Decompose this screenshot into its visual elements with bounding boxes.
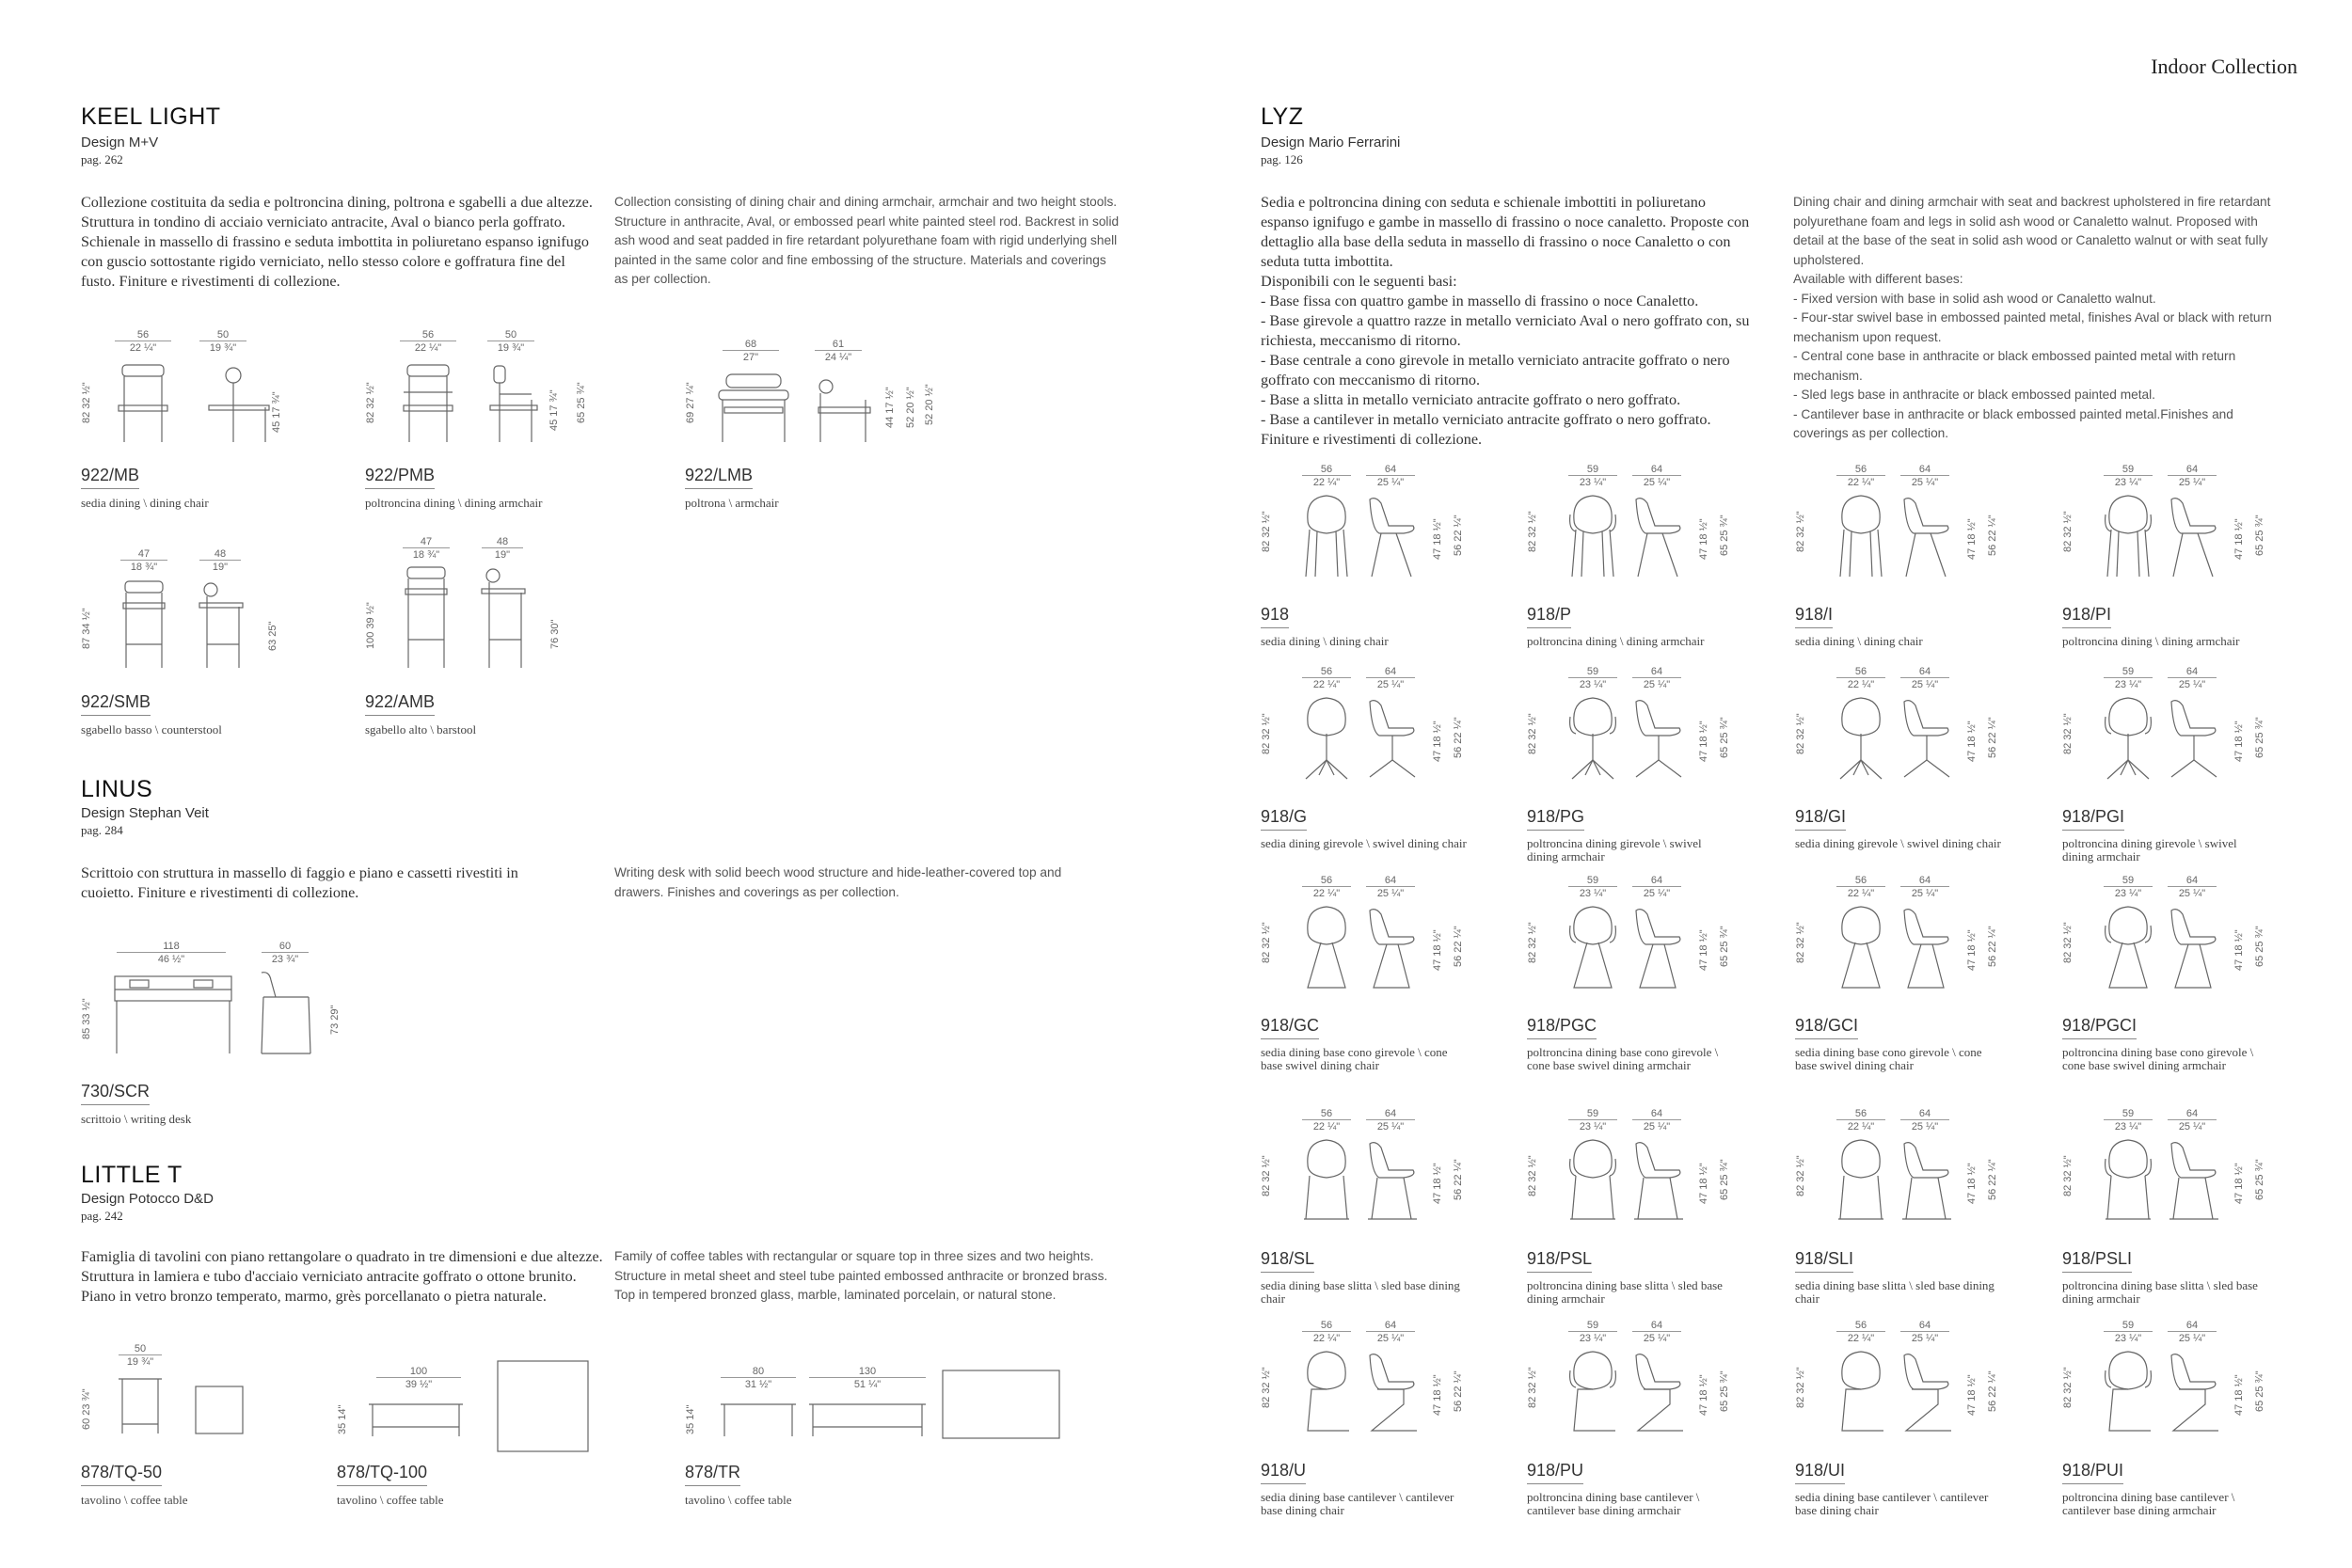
- product-code: 918/PU: [1527, 1461, 1583, 1484]
- dim-depth: 48 19": [199, 548, 241, 573]
- dim-height: 35 14": [337, 1404, 348, 1434]
- dim-width: 59 23 ¼": [2104, 1320, 2153, 1344]
- lyz-chair-drawing: [1833, 903, 1964, 992]
- product-desc: poltroncina dining base slitta \ sled base dining armchair: [2062, 1278, 2258, 1306]
- dim-arm-height: 65 25 ¾": [1719, 926, 1730, 967]
- product-code: 922/AMB: [365, 692, 435, 716]
- dim-depth: 50 19 ¾": [199, 329, 246, 354]
- dim-height: 82 32 ½": [2062, 922, 2074, 963]
- lyz-designer: Design Mario Ferrarini: [1261, 135, 1401, 150]
- keel-barstool-drawing: [403, 564, 534, 673]
- product-code: 918/G: [1261, 807, 1307, 831]
- product-code: 918/I: [1795, 605, 1833, 628]
- keel-dining-chair-drawing: [115, 362, 284, 447]
- dim-seat-height: 45 17 ¾": [548, 389, 560, 431]
- lyz-chair-drawing: [2100, 1136, 2232, 1226]
- dim-width: 56 22 ¼": [1836, 875, 1885, 899]
- dim-width: 56 22 ¼": [400, 329, 456, 354]
- dim-depth: 64 25 ¼": [2168, 464, 2217, 488]
- dim-height: 82 32 ½": [365, 382, 376, 423]
- product-code: 918/PGI: [2062, 807, 2124, 831]
- dim-seat-height: 47 18 ½": [1432, 929, 1443, 971]
- dim-height: 60 23 ¾": [81, 1388, 92, 1430]
- product-desc: sedia dining base cantilever \ cantilever base dining chair: [1795, 1490, 1989, 1517]
- dim-height: 87 34 ½": [81, 608, 92, 649]
- dim-depth: 64 25 ¼": [1366, 1320, 1415, 1344]
- product-desc: poltrona \ armchair: [685, 496, 779, 510]
- dim-top-height: 73 29": [329, 1005, 341, 1035]
- dim-width: 59 23 ¼": [1568, 666, 1617, 690]
- dim-width: 68 27": [723, 339, 779, 363]
- product-code: 918/GC: [1261, 1016, 1319, 1039]
- dim-seat-height: 47 18 ½": [2233, 721, 2245, 762]
- dim-width: 118 46 ½": [117, 941, 226, 965]
- keel-armchair-drawing: [715, 372, 884, 447]
- dim-arm-height: 65 25 ¾": [1719, 515, 1730, 556]
- collection-title: Indoor Collection: [2151, 55, 2297, 78]
- dim-height: 82 32 ½": [1795, 922, 1806, 963]
- dim-depth: 64 25 ¼": [2168, 1108, 2217, 1132]
- dim-arm-height: 65 25 ¾": [1719, 1370, 1730, 1412]
- product-desc: poltroncina dining girevole \ swivel dining armchair: [2062, 836, 2237, 863]
- dim-height: 82 32 ½": [1527, 511, 1538, 552]
- lyz-chair-drawing: [1833, 1348, 1964, 1437]
- dim-depth: 64 25 ¼": [2168, 875, 2217, 899]
- dim-arm-height: 65 25 ¾": [1719, 717, 1730, 758]
- dim-seat-height: 47 18 ½": [1432, 1374, 1443, 1416]
- dim-height: 82 32 ½": [1527, 1367, 1538, 1408]
- dim-arm-height: 56 22 ¼": [1987, 926, 1998, 967]
- product-code: 878/TQ-100: [337, 1463, 427, 1486]
- dim-depth: 64 25 ¼": [2168, 1320, 2217, 1344]
- dim-seat-height: 47 18 ½": [1698, 1163, 1709, 1204]
- dim-width: 59 23 ¼": [1568, 464, 1617, 488]
- dim-height: 100 39 ½": [365, 602, 376, 649]
- lyz-page: pag. 126: [1261, 152, 1303, 166]
- dim-arm-height: 65 25 ¾": [2254, 515, 2265, 556]
- product-desc: poltroncina dining base cono girevole \ cone base swivel dining armchair: [1527, 1045, 1719, 1072]
- product-desc: sedia dining base cono girevole \ cone base swivel dining chair: [1795, 1045, 1982, 1072]
- linus-desk-drawing: [111, 969, 327, 1058]
- dim-height: 82 32 ½": [1527, 922, 1538, 963]
- dim-arm-height: 52 20 ½": [905, 387, 916, 428]
- product-desc: sedia dining base slitta \ sled base dining chair: [1795, 1278, 1994, 1306]
- dim-arm-height: 56 22 ¼": [1453, 717, 1464, 758]
- dim-arm-height: 56 22 ¼": [1453, 1159, 1464, 1200]
- lyz-chair-drawing: [1298, 903, 1430, 992]
- dim-arm-height: 65 25 ¾": [2254, 1159, 2265, 1200]
- product-code: 918/PG: [1527, 807, 1584, 831]
- dim-arm-height: 65 25 ¾": [1719, 1159, 1730, 1200]
- lyz-chair-drawing: [1833, 1136, 1964, 1226]
- lyz-chair-drawing: [2100, 1348, 2232, 1437]
- product-desc: sgabello alto \ barstool: [365, 722, 477, 736]
- little-title: LITTLE T: [81, 1162, 183, 1188]
- dim-height: 82 32 ½": [1795, 511, 1806, 552]
- dim-depth: 60 23 ¾": [262, 941, 309, 965]
- dim-width: 56 22 ¼": [1302, 464, 1351, 488]
- product-desc: sedia dining girevole \ swivel dining chair: [1261, 836, 1467, 850]
- product-code: 918/U: [1261, 1461, 1306, 1484]
- lyz-chair-drawing: [1298, 694, 1430, 784]
- product-desc: sedia dining base cantilever \ cantilever base dining chair: [1261, 1490, 1454, 1517]
- dim-width: 100 39 ½": [376, 1366, 461, 1390]
- dim-seat-height: 47 18 ½": [1698, 1374, 1709, 1416]
- dim-depth: 64 25 ¼": [1632, 1108, 1681, 1132]
- dim-depth: 61 24 ¼": [815, 339, 862, 363]
- product-desc: sedia dining base cono girevole \ cone base swivel dining chair: [1261, 1045, 1448, 1072]
- dim-arm-height: 65 25 ¾": [2254, 717, 2265, 758]
- dim-height: 82 32 ½": [1795, 1367, 1806, 1408]
- dim-seat-height: 44 17 ½": [884, 387, 896, 428]
- dim-height: 82 32 ½": [1795, 713, 1806, 754]
- little-designer: Design Potocco D&D: [81, 1191, 214, 1207]
- dim-width: 56 22 ¼": [1836, 464, 1885, 488]
- dim-width: 56 22 ¼": [1836, 666, 1885, 690]
- little-text-en: Family of coffee tables with rectangular or square top in three sizes and two heights. Structure in metal sheet and steel tube painted embossed anthracite or bronzed brass. Top in tempered bronzed glass, marble, laminated porcelain, or natural stone.: [614, 1249, 1108, 1302]
- dim-seat-height: 47 18 ½": [1432, 518, 1443, 560]
- dim-width: 59 23 ¼": [2104, 1108, 2153, 1132]
- product-desc: tavolino \ coffee table: [685, 1493, 792, 1507]
- product-code: 918/SLI: [1795, 1249, 1853, 1273]
- product-desc: poltroncina dining \ dining armchair: [2062, 634, 2240, 648]
- product-code: 918/UI: [1795, 1461, 1845, 1484]
- dim-depth: 50 19 ¾": [487, 329, 534, 354]
- product-desc: tavolino \ coffee table: [81, 1493, 188, 1507]
- dim-width: 56 22 ¼": [1836, 1108, 1885, 1132]
- lyz-chair-drawing: [1298, 1348, 1430, 1437]
- product-desc: poltroncina dining base slitta \ sled base dining armchair: [1527, 1278, 1723, 1306]
- product-code: 918/SL: [1261, 1249, 1314, 1273]
- product-desc: poltroncina dining base cantilever \ cantilever base dining armchair: [2062, 1490, 2235, 1517]
- dim-width: 56 22 ¼": [1302, 666, 1351, 690]
- dim-width: 56 22 ¼": [1302, 1320, 1351, 1344]
- coffee-table-50-drawing: [119, 1375, 250, 1441]
- lyz-chair-drawing: [1565, 694, 1696, 784]
- keel-title: KEEL LIGHT: [81, 103, 221, 130]
- dim-depth: 64 25 ¼": [1632, 875, 1681, 899]
- lyz-text-it: Sedia e poltroncina dining con seduta e schienale imbottiti in poliuretano espanso ignifugo e gambe in massello di frassino o noce canaletto. Proposte con dettaglio alla base della seduta in massello di frassino o noce Canaletto o con seduta tutta imbottita. Disponibili con le seguenti basi: - Base fissa con quattro gambe in massello di frassino o noce Canaletto. - Base girevole a quattro razze in metallo verniciato Aval o nero goffrato con, su richiesta, meccanismo di ritorno. - Base centrale a cono girevole in metallo verniciato antracite goffrato o nero goffrato con meccanismo di ritorno. - Base a slitta in metallo verniciato antracite goffrato o nero goffrato. - Base a cantilever in metallo verniciato antracite goffrato o nero goffrato. Finiture e rivestimenti di collezione.: [1261, 194, 1750, 448]
- dim-height: 85 33 ½": [81, 998, 92, 1039]
- product-code: 918/GCI: [1795, 1016, 1858, 1039]
- dim-depth: 64 25 ¼": [1900, 464, 1949, 488]
- dim-arm-height: 56 22 ¼": [1987, 717, 1998, 758]
- dim-depth: 48 19": [482, 536, 523, 561]
- linus-text-it: Scrittoio con struttura in massello di faggio e piano e cassetti rivestiti in cuoietto. Finiture e rivestimenti di collezione.: [81, 864, 518, 901]
- dim-height: 82 32 ½": [1261, 713, 1272, 754]
- dim-width: 56 22 ¼": [1836, 1320, 1885, 1344]
- dim-width: 56 22 ¼": [115, 329, 171, 354]
- dim-height: 82 32 ½": [2062, 511, 2074, 552]
- dim-width: 56 22 ¼": [1302, 1108, 1351, 1132]
- dim-seat-height: 45 17 ¾": [271, 391, 282, 433]
- lyz-chair-drawing: [2100, 492, 2232, 581]
- dim-height: 82 32 ½": [1795, 1155, 1806, 1196]
- dim-height: 82 32 ½": [2062, 713, 2074, 754]
- dim-height: 82 32 ½": [1261, 1155, 1272, 1196]
- lyz-chair-drawing: [1565, 1136, 1696, 1226]
- lyz-chair-drawing: [2100, 903, 2232, 992]
- dim-seat-height: 47 18 ½": [1432, 1163, 1443, 1204]
- dim-depth: 64 25 ¼": [1900, 875, 1949, 899]
- product-code: 918/PI: [2062, 605, 2111, 628]
- product-code: 918/PSLI: [2062, 1249, 2132, 1273]
- dim-height: 82 32 ½": [1527, 1155, 1538, 1196]
- product-desc: sedia dining base slitta \ sled base dining chair: [1261, 1278, 1460, 1306]
- product-desc: poltroncina dining \ dining armchair: [1527, 634, 1705, 648]
- product-code: 922/PMB: [365, 466, 435, 489]
- keel-text-en: Collection consisting of dining chair and dining armchair, armchair and two height stools. Structure in anthracite, Aval, or embossed pearl white painted steel rod. Backrest in solid ash wood and seat padded in fire retardant polyurethane foam with rigid underlying shell painted in the same color and fine embossing of the structure. Materials and coverings as per collection.: [614, 195, 1120, 286]
- product-code: 918: [1261, 605, 1289, 628]
- lyz-chair-drawing: [1833, 694, 1964, 784]
- dim-height: 82 32 ½": [1261, 511, 1272, 552]
- linus-text-en: Writing desk with solid beech wood structure and hide-leather-covered top and drawers. Finishes and coverings as per collection.: [614, 865, 1062, 899]
- lyz-chair-drawing: [1298, 492, 1430, 581]
- product-code: 918/PSL: [1527, 1249, 1592, 1273]
- little-page: pag. 242: [81, 1209, 123, 1223]
- dim-seat-height: 47 18 ½": [2233, 929, 2245, 971]
- product-code: 922/MB: [81, 466, 139, 489]
- dim-arm-height: 56 22 ¼": [1453, 515, 1464, 556]
- dim-width: 50 19 ¾": [119, 1343, 162, 1368]
- dim-depth: 64 25 ¼": [2168, 666, 2217, 690]
- linus-title: LINUS: [81, 776, 153, 802]
- dim-depth: 64 25 ¼": [1366, 875, 1415, 899]
- product-code: 730/SCR: [81, 1082, 150, 1105]
- dim-width: 47 18 ¾": [403, 536, 450, 561]
- product-code: 922/LMB: [685, 466, 753, 489]
- dim-arm-height: 56 22 ¼": [1987, 1159, 1998, 1200]
- dim-seat-height: 47 18 ½": [1698, 721, 1709, 762]
- dim-depth: 64 25 ¼": [1366, 1108, 1415, 1132]
- linus-page: pag. 284: [81, 823, 123, 837]
- dim-seat-height: 76 30": [549, 619, 561, 649]
- keel-dining-armchair-drawing: [400, 362, 569, 447]
- lyz-chair-drawing: [1565, 492, 1696, 581]
- dim-depth: 64 25 ¼": [1900, 1108, 1949, 1132]
- dim-seat-height: 63 25": [267, 621, 278, 651]
- product-desc: poltroncina dining base cono girevole \ cone base swivel dining armchair: [2062, 1045, 2254, 1072]
- dim-seat-height: 47 18 ½": [1698, 929, 1709, 971]
- dim-depth: 64 25 ¼": [1632, 1320, 1681, 1344]
- coffee-table-rect-drawing: [717, 1369, 1065, 1444]
- dim-width: 80 31 ½": [721, 1366, 796, 1390]
- product-desc: sedia dining \ dining chair: [1795, 634, 1923, 648]
- dim-arm-height: 65 25 ¾": [2254, 926, 2265, 967]
- product-code: 918/PGCI: [2062, 1016, 2137, 1039]
- dim-arm-height: 65 25 ¾": [576, 382, 587, 423]
- dim-width: 59 23 ¼": [1568, 875, 1617, 899]
- lyz-text-en: Dining chair and dining armchair with seat and backrest upholstered in fire retardant polyurethane foam and legs in solid ash wood or Canaletto walnut. Proposed with detail at the base of the seat in solid ash wood or Canaletto walnut or with seat fully upholstered. Available with different bases: - Fixed version with base in solid ash wood or Canaletto walnut. - Four-star swivel base in embossed painted metal, finishes Aval or black with return mechanism upon request. - Central cone base in anthracite or black embossed painted metal with return mechanism. - Sled legs base in anthracite or black embossed painted metal. - Cantilever base in anthracite or black embossed painted metal.Finishes and coverings as per collection.: [1793, 195, 2272, 440]
- dim-width: 56 22 ¼": [1302, 875, 1351, 899]
- product-desc: sedia dining \ dining chair: [1261, 634, 1389, 648]
- dim-seat-height: 47 18 ½": [1966, 721, 1978, 762]
- dim-arm-height: 56 22 ¼": [1987, 1370, 1998, 1412]
- dim-height: 82 32 ½": [1261, 1367, 1272, 1408]
- little-text-it: Famiglia di tavolini con piano rettangolare o quadrato in tre dimensioni e due altezze. Struttura in lamiera e tubo d'acciaio verniciato antracite goffrato o ottone brunito. Piano in vetro bronzo temperato, marmo, grès porcellanato o pietra naturale.: [81, 1248, 603, 1305]
- lyz-title: LYZ: [1261, 103, 1304, 130]
- dim-seat-height: 47 18 ½": [1966, 1163, 1978, 1204]
- product-code: 878/TR: [685, 1463, 740, 1486]
- dim-height: 82 32 ½": [1527, 713, 1538, 754]
- dim-length: 130 51 ¼": [809, 1366, 926, 1390]
- product-desc: tavolino \ coffee table: [337, 1493, 444, 1507]
- dim-arm-height: 56 22 ¼": [1987, 515, 1998, 556]
- keel-page: pag. 262: [81, 152, 123, 166]
- coffee-table-100-drawing: [369, 1359, 595, 1444]
- product-code: 878/TQ-50: [81, 1463, 162, 1486]
- dim-width: 59 23 ¼": [2104, 875, 2153, 899]
- lyz-chair-drawing: [1565, 903, 1696, 992]
- dim-seat-height: 47 18 ½": [1432, 721, 1443, 762]
- dim-height: 82 32 ½": [2062, 1367, 2074, 1408]
- keel-designer: Design M+V: [81, 135, 159, 150]
- product-desc: poltroncina dining \ dining armchair: [365, 496, 543, 510]
- dim-height: 82 32 ½": [2062, 1155, 2074, 1196]
- dim-depth: 64 25 ¼": [1366, 464, 1415, 488]
- dim-depth: 64 25 ¼": [1900, 1320, 1949, 1344]
- dim-arm-height: 56 22 ¼": [1453, 926, 1464, 967]
- dim-arm-height: 56 22 ¼": [1453, 1370, 1464, 1412]
- dim-seat-height: 47 18 ½": [1966, 929, 1978, 971]
- product-desc: sgabello basso \ counterstool: [81, 722, 222, 736]
- product-code: 918/P: [1527, 605, 1571, 628]
- dim-arm-height: 65 25 ¾": [2254, 1370, 2265, 1412]
- product-code: 918/GI: [1795, 807, 1846, 831]
- lyz-chair-drawing: [1833, 492, 1964, 581]
- product-desc: poltroncina dining base cantilever \ cantilever base dining armchair: [1527, 1490, 1700, 1517]
- dim-width: 47 18 ¾": [120, 548, 167, 573]
- keel-text-it: Collezione costituita da sedia e poltroncina dining, poltrona e sgabelli a due altezze. Struttura in tondino di acciaio verniciato antracite, Aval o bianco perla goffrato. Schienale in massello di frassino e seduta imbottita in poliuretano espanso ignifugo con guscio sottostante rigido verniciato, nello stesso colore e goffratura fine del fusto. Finiture e rivestimenti di collezione.: [81, 194, 593, 290]
- product-desc: sedia dining \ dining chair: [81, 496, 209, 510]
- lyz-chair-drawing: [1565, 1348, 1696, 1437]
- dim-depth: 64 25 ¼": [1632, 464, 1681, 488]
- lyz-chair-drawing: [2100, 694, 2232, 784]
- product-code: 918/PUI: [2062, 1461, 2123, 1484]
- dim-height: 35 14": [685, 1404, 696, 1434]
- product-desc: scrittoio \ writing desk: [81, 1112, 192, 1126]
- dim-seat-height: 47 18 ½": [1698, 518, 1709, 560]
- dim-height: 82 32 ½": [81, 382, 92, 423]
- dim-overall-height: 52 20 ½": [924, 384, 935, 425]
- product-desc: poltroncina dining girevole \ swivel dining armchair: [1527, 836, 1702, 863]
- dim-width: 59 23 ¼": [2104, 464, 2153, 488]
- dim-depth: 64 25 ¼": [1632, 666, 1681, 690]
- dim-depth: 64 25 ¼": [1366, 666, 1415, 690]
- dim-seat-height: 47 18 ½": [1966, 1374, 1978, 1416]
- dim-seat-height: 47 18 ½": [2233, 1374, 2245, 1416]
- keel-counterstool-drawing: [120, 578, 252, 673]
- dim-width: 59 23 ¼": [2104, 666, 2153, 690]
- dim-width: 59 23 ¼": [1568, 1108, 1617, 1132]
- dim-seat-height: 47 18 ½": [1966, 518, 1978, 560]
- dim-seat-height: 47 18 ½": [2233, 518, 2245, 560]
- product-code: 918/PGC: [1527, 1016, 1597, 1039]
- product-desc: sedia dining girevole \ swivel dining chair: [1795, 836, 2001, 850]
- dim-height: 69 27 ¼": [685, 382, 696, 423]
- dim-height: 82 32 ½": [1261, 922, 1272, 963]
- dim-width: 59 23 ¼": [1568, 1320, 1617, 1344]
- dim-depth: 64 25 ¼": [1900, 666, 1949, 690]
- dim-seat-height: 47 18 ½": [2233, 1163, 2245, 1204]
- linus-designer: Design Stephan Veit: [81, 805, 209, 821]
- product-code: 922/SMB: [81, 692, 151, 716]
- lyz-chair-drawing: [1298, 1136, 1430, 1226]
